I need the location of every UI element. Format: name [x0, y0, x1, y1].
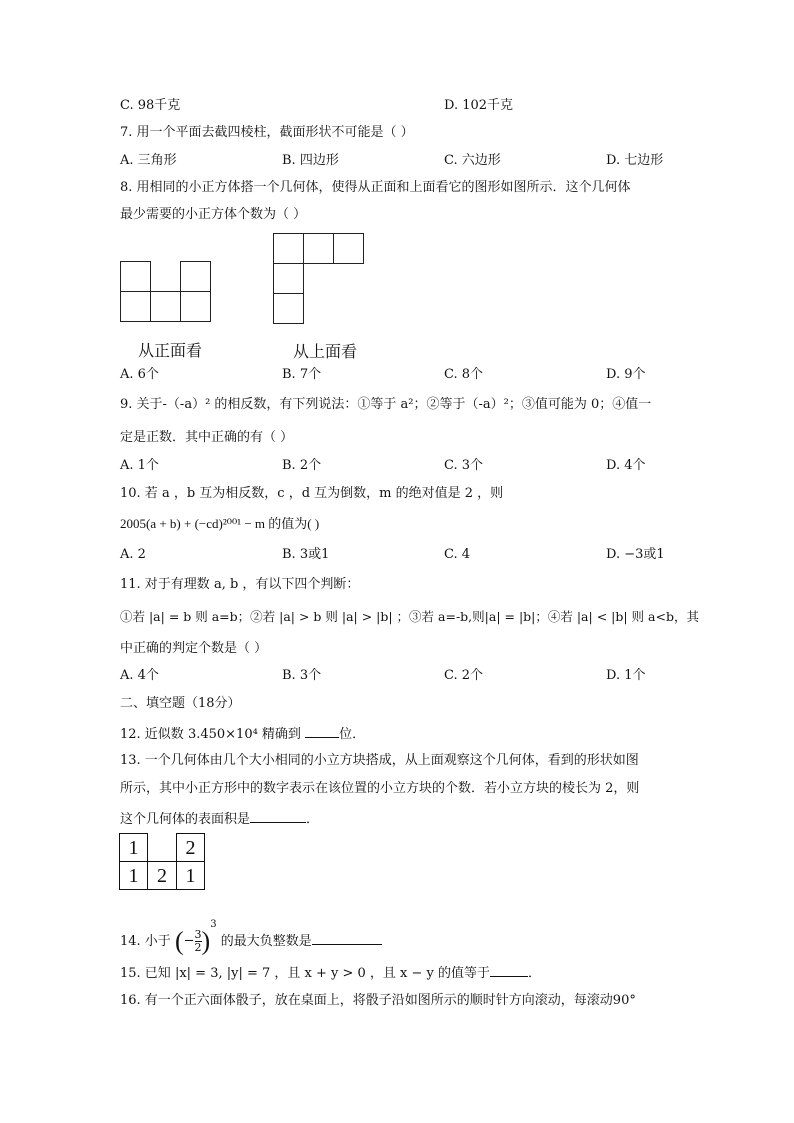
q13-grid-cell: 1 — [176, 861, 205, 890]
q7-option-c: C. 六边形 — [444, 153, 501, 168]
q9-option-d: D. 4个 — [606, 458, 646, 473]
q8-stem-line1: 8. 用相同的小正方体搭一个几何体，使得从正面和上面看它的图形如图所示．这个几何体 — [120, 180, 631, 195]
top-view-cell — [273, 233, 304, 264]
q9-option-a: A. 1个 — [120, 458, 159, 473]
q14-fraction — [195, 929, 202, 954]
q14-answer-blank[interactable] — [312, 930, 382, 945]
top-view-cell — [273, 263, 304, 294]
q10-option-a: A. 2 — [120, 547, 146, 562]
q14-open-paren: ( — [174, 926, 184, 956]
q15 — [120, 962, 541, 983]
q10-stem-line1: 10. 若 a ，b 互为相反数，c ，d 互为倒数，m 的绝对值是 2 ，则 — [120, 486, 504, 501]
q13-line3 — [120, 808, 319, 829]
q9-option-b: B. 2个 — [282, 458, 322, 473]
q13-answer-blank[interactable] — [250, 808, 306, 823]
q8-option-a: A. 6个 — [120, 367, 159, 382]
q13-line1: 13. 一个几何体由几个大小相同的小立方块搭成，从上面观察这个几何体，看到的形状如图 — [120, 753, 639, 768]
q15-end: ． — [528, 966, 542, 981]
q14-prefix: 14. 小于 — [120, 934, 171, 949]
front-view-cell — [150, 291, 181, 322]
front-view-figure — [120, 261, 212, 323]
front-view-cell — [180, 291, 211, 322]
front-view-cell — [120, 291, 151, 322]
q13-line2: 所示，其中小正方形中的数字表示在该位置的小立方块的个数．若小立方块的棱长为 2，则 — [120, 781, 640, 796]
front-view-caption: 从正面看 — [138, 341, 203, 360]
top-view-caption: 从上面看 — [293, 342, 358, 361]
q9-stem-line1: 9. 关于-（-a）² 的相反数，有下列说法：①等于 a²；②等于（-a）²；③值可能为 0；④值一 — [120, 397, 652, 412]
q14-exponent: 3 — [210, 919, 217, 930]
q13-line3-end: ． — [306, 812, 320, 827]
q11-stem-line3: 中正确的判定个数是（ ） — [120, 641, 268, 656]
q10-option-c: C. 4 — [444, 547, 471, 562]
q7-stem: 7. 用一个平面去截四棱柱，截面形状不可能是（ ） — [120, 125, 414, 140]
section-heading-fill-in: 二、填空题（18分） — [120, 696, 241, 711]
q12-suffix: 位． — [339, 727, 366, 742]
q8-stem-line2: 最少需要的小正方体个数为（ ） — [120, 207, 307, 222]
q7-option-a: A. 三角形 — [120, 153, 177, 168]
q9-stem-line2: 定是正数．其中正确的有（ ） — [120, 430, 294, 445]
q12-text: 12. 近似数 3.450×10⁴ 精确到 — [120, 727, 306, 742]
q8-option-b: B. 7个 — [282, 367, 322, 382]
front-view-cell — [180, 261, 211, 292]
q13-line3-text: 这个几何体的表面积是 — [120, 812, 251, 827]
q8-option-d: D. 9个 — [606, 367, 646, 382]
q13-grid-cell: 1 — [119, 833, 148, 862]
q13-grid-cell: 1 — [119, 861, 148, 890]
q12-answer-blank[interactable] — [305, 723, 339, 738]
top-view-cell — [333, 233, 364, 264]
q14-close-paren: ) — [201, 926, 211, 956]
q11-option-a: A. 4个 — [120, 668, 159, 683]
q7-option-b: B. 四边形 — [282, 153, 339, 168]
top-view-figure — [273, 233, 366, 326]
q15-text: 15. 已知 |x| = 3, |y| = 7 ，且 x + y > 0 ，且 x − y 的值等于 — [120, 966, 491, 981]
q8-option-c: C. 8个 — [444, 367, 484, 382]
q13-top-view-grid — [119, 833, 207, 890]
q15-answer-blank[interactable] — [490, 962, 528, 977]
front-view-cell — [120, 261, 151, 292]
q16-stem: 16. 有一个正六面体骰子，放在桌面上，将骰子沿如图所示的顺时针方向滚动，每滚动90° — [120, 993, 636, 1008]
q11-option-d: D. 1个 — [606, 668, 646, 683]
q11-option-b: B. 3个 — [282, 668, 322, 683]
q9-option-c: C. 3个 — [444, 458, 484, 473]
q14-suffix: 的最大负整数是 — [220, 934, 312, 949]
q6-option-c: C. 98千克 — [120, 98, 181, 113]
q11-option-c: C. 2个 — [444, 668, 484, 683]
q14-minus-sign: − — [183, 933, 195, 949]
q10-option-b: B. 3或1 — [282, 547, 330, 562]
q10-stem-line2: 2005(a + b) + (−cd)²⁰⁰¹ − m 的值为( ) — [120, 516, 320, 531]
top-view-cell — [273, 293, 304, 324]
q7-option-d: D. 七边形 — [606, 153, 664, 168]
q14 — [120, 904, 382, 956]
q6-option-d: D. 102千克 — [444, 98, 514, 113]
q13-grid-cell: 2 — [176, 833, 205, 862]
q13-grid-cell: 2 — [147, 861, 177, 890]
top-view-cell — [303, 233, 334, 264]
q14-numerator: 3 — [194, 928, 202, 941]
q10-option-d: D. −3或1 — [606, 547, 665, 562]
q14-denominator: 2 — [194, 941, 202, 954]
q12 — [120, 723, 365, 744]
q11-stem-line1: 11. 对于有理数 a, b ，有以下四个判断： — [120, 577, 360, 592]
q11-stem-line2: ①若 |a| = b 则 a=b；②若 |a| > b 则 |a| > |b| ；③若 a=-b,则|a| = |b|；④若 |a| < |b| 则 a<b，其 — [120, 609, 699, 624]
